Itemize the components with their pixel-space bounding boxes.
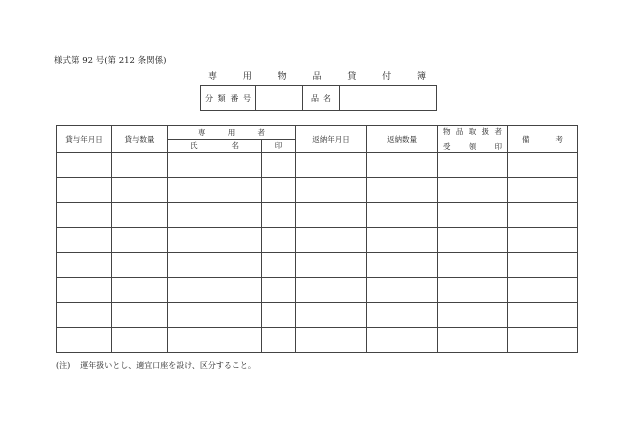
user-seal-cell[interactable] [262, 153, 296, 178]
remarks-cell[interactable] [508, 228, 578, 253]
col-loan-quantity: 貸与数量 [112, 126, 168, 153]
ledger-body [57, 153, 578, 353]
loan-quantity-cell[interactable] [112, 178, 168, 203]
item-name-label [303, 86, 340, 111]
loan-date-cell[interactable] [57, 178, 112, 203]
title-char: 簿 [416, 72, 426, 82]
return-date-cell[interactable] [296, 328, 367, 353]
loan-date-cell[interactable] [57, 278, 112, 303]
return-date-cell[interactable] [296, 278, 367, 303]
table-row [57, 203, 578, 228]
footnote-text: 運年扱いとし、適宜口座を設け、区分すること。 [80, 361, 256, 370]
header-char: 扱 [481, 127, 490, 136]
user-name-cell[interactable] [168, 153, 262, 178]
header-char: 名 [231, 141, 239, 151]
loan-quantity-cell[interactable] [112, 303, 168, 328]
loan-date-cell[interactable] [57, 253, 112, 278]
remarks-cell[interactable] [508, 278, 578, 303]
col-loan-date: 貸与年月日 [57, 126, 112, 153]
return-quantity-cell[interactable] [367, 278, 438, 303]
receipt-seal-cell[interactable] [438, 228, 508, 253]
return-date-cell[interactable] [296, 253, 367, 278]
return-quantity-cell[interactable] [367, 203, 438, 228]
header-char: 取 [468, 127, 477, 136]
user-name-cell[interactable] [168, 253, 262, 278]
header-char: 考 [555, 134, 563, 144]
receipt-seal-cell[interactable] [438, 203, 508, 228]
item-name-field[interactable] [340, 86, 437, 111]
col-handler-receipt-seal [438, 126, 508, 153]
title-char: 用 [242, 72, 252, 82]
title-char: 専 [208, 72, 218, 82]
classification-number-field[interactable] [256, 86, 303, 111]
loan-date-cell[interactable] [57, 153, 112, 178]
user-seal-cell[interactable] [262, 178, 296, 203]
header-char: 物 [443, 127, 451, 136]
user-name-cell[interactable] [168, 278, 262, 303]
loan-quantity-cell[interactable] [112, 153, 168, 178]
col-remarks [508, 126, 578, 153]
receipt-seal-cell[interactable] [438, 303, 508, 328]
return-quantity-cell[interactable] [367, 253, 438, 278]
user-name-cell[interactable] [168, 203, 262, 228]
header-char: 用 [227, 127, 236, 137]
title-char: 貸 [347, 72, 357, 82]
classification-number-label [201, 86, 256, 111]
receipt-seal-cell[interactable] [438, 253, 508, 278]
receipt-seal-cell[interactable] [438, 153, 508, 178]
user-seal-cell[interactable] [262, 203, 296, 228]
loan-date-cell[interactable] [57, 328, 112, 353]
return-quantity-cell[interactable] [367, 228, 438, 253]
title-char: 品 [312, 72, 322, 82]
user-seal-cell[interactable] [262, 303, 296, 328]
col-exclusive-user [168, 126, 296, 140]
receipt-seal-cell[interactable] [438, 328, 508, 353]
col-return-quantity: 返納数量 [367, 126, 438, 153]
item-info-table [200, 85, 437, 111]
user-name-cell[interactable] [168, 303, 262, 328]
user-seal-cell[interactable] [262, 278, 296, 303]
label-char: 分 [205, 93, 213, 103]
return-quantity-cell[interactable] [367, 153, 438, 178]
table-row [57, 328, 578, 353]
header-char: 品 [455, 127, 464, 136]
user-seal-cell[interactable] [262, 328, 296, 353]
loan-quantity-cell[interactable] [112, 278, 168, 303]
loan-quantity-cell[interactable] [112, 253, 168, 278]
col-user-seal: 印 [262, 139, 296, 153]
label-char: 番 [230, 93, 239, 103]
header-char: 備 [522, 134, 530, 144]
header-char: 氏 [190, 141, 198, 151]
loan-quantity-cell[interactable] [112, 228, 168, 253]
return-date-cell[interactable] [296, 228, 367, 253]
footnote [56, 360, 256, 371]
header-char: 者 [257, 127, 265, 137]
remarks-cell[interactable] [508, 153, 578, 178]
title-char: 付 [382, 72, 392, 82]
table-row [57, 303, 578, 328]
table-row [57, 153, 578, 178]
label-char: 名 [323, 93, 331, 103]
table-row [57, 178, 578, 203]
return-quantity-cell[interactable] [367, 303, 438, 328]
table-row [57, 228, 578, 253]
user-seal-cell[interactable] [262, 228, 296, 253]
label-char: 号 [242, 93, 251, 103]
user-name-cell[interactable] [168, 178, 262, 203]
return-date-cell[interactable] [296, 303, 367, 328]
loan-quantity-cell[interactable] [112, 328, 168, 353]
remarks-cell[interactable] [508, 203, 578, 228]
user-name-cell[interactable] [168, 328, 262, 353]
label-char: 類 [217, 93, 226, 103]
loan-date-cell[interactable] [57, 203, 112, 228]
return-quantity-cell[interactable] [367, 328, 438, 353]
receipt-seal-cell[interactable] [438, 278, 508, 303]
receipt-seal-cell[interactable] [438, 178, 508, 203]
header-char: 専 [198, 127, 206, 137]
user-name-cell[interactable] [168, 228, 262, 253]
header-char: 者 [494, 127, 502, 136]
footnote-prefix: (注) [56, 361, 71, 370]
col-user-name [168, 139, 262, 153]
return-date-cell[interactable] [296, 153, 367, 178]
table-row [57, 278, 578, 303]
return-date-cell[interactable] [296, 178, 367, 203]
header-char: 印 [494, 142, 502, 151]
remarks-cell[interactable] [508, 253, 578, 278]
title-char: 物 [277, 72, 287, 82]
remarks-cell[interactable] [508, 178, 578, 203]
form-number: 様式第 92 号(第 212 条関係) [54, 56, 167, 66]
user-seal-cell[interactable] [262, 253, 296, 278]
col-return-date: 返納年月日 [296, 126, 367, 153]
header-char: 領 [468, 142, 477, 151]
loan-quantity-cell[interactable] [112, 203, 168, 228]
remarks-cell[interactable] [508, 328, 578, 353]
loan-date-cell[interactable] [57, 303, 112, 328]
ledger-table [56, 125, 578, 353]
ledger-title [208, 69, 426, 81]
label-char: 品 [311, 93, 319, 103]
header-char: 受 [443, 142, 451, 151]
remarks-cell[interactable] [508, 303, 578, 328]
loan-date-cell[interactable] [57, 228, 112, 253]
return-date-cell[interactable] [296, 203, 367, 228]
return-quantity-cell[interactable] [367, 178, 438, 203]
table-row [57, 253, 578, 278]
